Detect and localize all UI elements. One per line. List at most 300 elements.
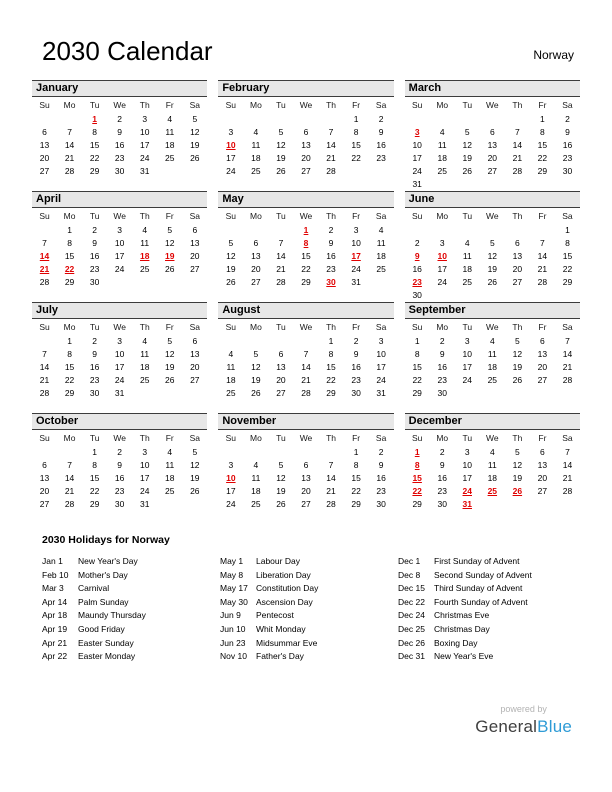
day-cell: 17	[412, 152, 422, 163]
day-cell: 24	[114, 374, 125, 385]
holiday-name: Maundy Thursday	[78, 610, 146, 621]
holidays-section	[0, 524, 612, 664]
day-cell: 6	[303, 126, 309, 137]
day-cell: 5	[489, 237, 495, 248]
day-cell: 5	[253, 348, 259, 359]
month-june	[405, 191, 580, 302]
day-cell: 27	[487, 165, 498, 176]
day-cell: 2	[353, 335, 359, 346]
empty-day-cell	[32, 334, 57, 347]
day-cell: 7	[515, 126, 520, 137]
week-row	[218, 275, 393, 288]
month-title: May	[218, 191, 393, 208]
day-cell: 30	[412, 289, 422, 300]
day-cell: 26	[226, 276, 236, 287]
day-cell: 8	[67, 348, 72, 359]
day-cell: 14	[326, 472, 336, 483]
day-cell: 30	[376, 498, 386, 509]
day-cell: 1	[67, 335, 72, 346]
day-cell: 30	[89, 387, 100, 398]
month-title: June	[405, 191, 580, 208]
week-row	[32, 386, 207, 399]
day-cell: 22	[89, 152, 100, 163]
month-january	[32, 80, 207, 191]
empty-day-cell	[157, 497, 182, 510]
day-cell: 2	[439, 446, 445, 457]
holiday-entry	[398, 582, 576, 596]
day-cell: 26	[165, 263, 175, 274]
empty-day-cell	[268, 334, 293, 347]
day-cell: 13	[301, 139, 311, 150]
day-cell: 17	[114, 250, 125, 261]
day-cell: 9	[117, 126, 123, 137]
empty-day-cell	[218, 112, 243, 125]
holiday-entry	[42, 609, 220, 623]
day-cell: 20	[39, 152, 50, 163]
empty-day-cell	[530, 497, 555, 510]
day-cell: 11	[251, 472, 261, 483]
weekday-header: Tu	[276, 100, 286, 110]
empty-day-cell	[505, 223, 530, 236]
empty-day-cell	[157, 386, 182, 399]
month-title: March	[405, 80, 580, 97]
weekday-header-row	[405, 430, 580, 445]
day-cell: 16	[562, 139, 573, 150]
day-cell: 4	[489, 335, 495, 346]
week-row	[405, 275, 580, 288]
month-title: November	[218, 413, 393, 430]
day-cell: 23	[437, 374, 447, 385]
holiday-name: Constitution Day	[256, 583, 319, 594]
day-cell: 2	[378, 446, 384, 457]
day-cell: 18	[139, 250, 150, 261]
day-cell: 13	[190, 348, 200, 359]
day-cell: 12	[251, 361, 261, 372]
day-cell: 22	[412, 485, 422, 496]
generalblue-logo	[475, 717, 572, 737]
empty-day-cell	[243, 223, 268, 236]
week-row	[32, 138, 207, 151]
empty-day-cell	[455, 288, 480, 301]
day-cell: 6	[540, 446, 545, 457]
day-cell: 21	[64, 152, 75, 163]
day-cell: 11	[226, 361, 236, 372]
day-cell: 12	[512, 348, 523, 359]
week-row	[405, 497, 580, 510]
day-cell: 9	[439, 459, 445, 470]
week-row	[405, 151, 580, 164]
weekday-header: We	[113, 322, 126, 332]
day-cell: 5	[228, 237, 234, 248]
holiday-name: Christmas Day	[434, 623, 490, 634]
week-row	[218, 236, 393, 249]
day-cell: 17	[376, 361, 386, 372]
empty-day-cell	[555, 288, 580, 301]
holiday-entry	[220, 623, 398, 637]
weekday-header: We	[299, 433, 313, 443]
day-cell: 1	[92, 113, 97, 124]
day-cell: 4	[253, 459, 259, 470]
weekday-header: Sa	[375, 433, 387, 443]
day-cell: 26	[512, 485, 523, 496]
day-cell: 16	[351, 361, 361, 372]
holiday-name: Palm Sunday	[78, 596, 129, 607]
day-cell: 14	[39, 361, 50, 372]
week-row	[32, 125, 207, 138]
weekday-header-row	[32, 97, 207, 112]
weekday-header: Su	[39, 322, 50, 332]
holiday-date: Dec 22	[398, 596, 425, 607]
day-cell: 27	[251, 276, 261, 287]
empty-day-cell	[57, 112, 82, 125]
holiday-entry	[220, 650, 398, 664]
day-cell: 2	[378, 113, 384, 124]
day-cell: 28	[562, 485, 573, 496]
day-cell: 14	[64, 472, 75, 483]
day-cell: 12	[190, 459, 200, 470]
empty-day-cell	[319, 445, 344, 458]
weekday-header: We	[486, 100, 499, 110]
day-cell: 18	[165, 139, 175, 150]
day-cell: 6	[515, 237, 520, 248]
empty-day-cell	[157, 275, 182, 288]
day-cell: 17	[351, 250, 361, 261]
day-cell: 28	[562, 374, 573, 385]
day-cell: 26	[276, 165, 286, 176]
day-cell: 28	[512, 165, 523, 176]
day-cell: 19	[165, 250, 175, 261]
day-cell: 26	[251, 387, 261, 398]
empty-day-cell	[218, 445, 243, 458]
week-row	[405, 347, 580, 360]
weekday-header: Tu	[89, 100, 100, 110]
week-row	[405, 125, 580, 138]
day-cell: 3	[353, 224, 359, 235]
day-cell: 12	[165, 237, 175, 248]
powered-by-label: powered by	[500, 704, 547, 714]
day-cell: 22	[326, 374, 336, 385]
day-cell: 14	[326, 139, 336, 150]
day-cell: 1	[303, 224, 309, 235]
day-cell: 22	[64, 263, 75, 274]
day-cell: 29	[64, 276, 75, 287]
month-title: December	[405, 413, 580, 430]
day-cell: 18	[487, 472, 498, 483]
day-cell: 19	[512, 472, 523, 483]
holiday-date: Apr 19	[42, 623, 68, 634]
week-row	[218, 360, 393, 373]
holiday-name: Father's Day	[256, 651, 304, 662]
empty-day-cell	[182, 164, 207, 177]
weekday-header: Fr	[538, 433, 547, 443]
day-cell: 6	[540, 335, 545, 346]
holiday-name: Christmas Eve	[434, 610, 490, 621]
day-cell: 13	[190, 237, 200, 248]
day-cell: 27	[512, 276, 523, 287]
day-cell: 19	[462, 152, 472, 163]
empty-day-cell	[430, 223, 455, 236]
empty-day-cell	[182, 497, 207, 510]
day-cell: 18	[226, 374, 236, 385]
empty-day-cell	[505, 288, 530, 301]
week-row	[405, 262, 580, 275]
holiday-entry	[42, 650, 220, 664]
day-cell: 29	[301, 276, 311, 287]
week-row	[32, 112, 207, 125]
weekday-header: We	[299, 211, 313, 221]
day-cell: 25	[165, 485, 175, 496]
day-cell: 10	[139, 459, 150, 470]
day-cell: 4	[142, 224, 148, 235]
day-cell: 8	[353, 126, 359, 137]
week-row	[32, 249, 207, 262]
day-cell: 16	[89, 250, 100, 261]
week-row	[218, 223, 393, 236]
empty-day-cell	[405, 223, 430, 236]
weekday-header: Th	[139, 433, 150, 443]
day-cell: 13	[251, 250, 261, 261]
empty-day-cell	[32, 223, 57, 236]
weekday-header: Tu	[89, 322, 100, 332]
holiday-date: May 17	[220, 583, 248, 594]
day-cell: 18	[487, 361, 498, 372]
day-cell: 12	[512, 459, 523, 470]
day-cell: 16	[114, 472, 125, 483]
day-cell: 28	[326, 498, 336, 509]
day-cell: 8	[414, 348, 420, 359]
weekday-header: Fr	[165, 322, 174, 332]
holiday-entry	[42, 637, 220, 651]
day-cell: 26	[512, 374, 523, 385]
day-cell: 25	[251, 498, 261, 509]
day-cell: 15	[351, 139, 361, 150]
weekday-header: Tu	[276, 433, 286, 443]
empty-day-cell	[480, 112, 505, 125]
day-cell: 29	[562, 276, 573, 287]
day-cell: 13	[39, 139, 50, 150]
empty-day-cell	[57, 445, 82, 458]
day-cell: 10	[226, 472, 236, 483]
day-cell: 9	[439, 348, 445, 359]
empty-day-cell	[293, 112, 318, 125]
week-row	[218, 151, 393, 164]
weekday-header: We	[299, 322, 313, 332]
day-cell: 3	[117, 224, 123, 235]
weekday-header: We	[299, 100, 313, 110]
day-cell: 31	[412, 178, 422, 189]
calendar-grid	[0, 67, 612, 524]
day-cell: 1	[353, 446, 359, 457]
holiday-date: Apr 22	[42, 651, 68, 662]
holiday-entry	[220, 569, 398, 583]
day-cell: 29	[412, 498, 422, 509]
week-row	[32, 458, 207, 471]
day-cell: 9	[414, 250, 420, 261]
month-august	[218, 302, 393, 413]
weekday-header: Th	[512, 322, 523, 332]
day-cell: 22	[537, 152, 548, 163]
day-cell: 13	[537, 348, 548, 359]
empty-day-cell	[455, 386, 480, 399]
day-cell: 13	[537, 459, 548, 470]
empty-day-cell	[319, 112, 344, 125]
weekday-header: Sa	[562, 433, 573, 443]
holiday-date: Dec 25	[398, 623, 425, 634]
weekday-header: Tu	[89, 433, 100, 443]
holiday-name: Liberation Day	[256, 569, 311, 580]
week-row	[405, 386, 580, 399]
weekday-header: We	[113, 433, 126, 443]
day-cell: 3	[142, 113, 148, 124]
empty-day-cell	[132, 386, 157, 399]
day-cell: 22	[351, 485, 361, 496]
day-cell: 15	[351, 472, 361, 483]
holiday-entry	[398, 609, 576, 623]
day-cell: 25	[487, 374, 498, 385]
week-row	[218, 138, 393, 151]
month-title: July	[32, 302, 207, 319]
day-cell: 17	[226, 485, 236, 496]
day-cell: 10	[437, 250, 447, 261]
day-cell: 25	[376, 263, 386, 274]
holiday-entry	[220, 555, 398, 569]
weekday-header: Mo	[249, 100, 262, 110]
empty-day-cell	[268, 223, 293, 236]
day-cell: 21	[64, 485, 75, 496]
weekday-header: Mo	[249, 211, 262, 221]
day-cell: 25	[139, 374, 150, 385]
week-row	[32, 445, 207, 458]
day-cell: 18	[165, 472, 175, 483]
weekday-header-row	[218, 208, 393, 223]
weekday-header: Mo	[63, 433, 76, 443]
page-header	[0, 0, 612, 67]
day-cell: 6	[278, 348, 284, 359]
day-cell: 26	[190, 152, 200, 163]
day-cell: 27	[39, 498, 50, 509]
week-row	[218, 249, 393, 262]
weekday-header: Fr	[165, 433, 174, 443]
day-cell: 12	[165, 348, 175, 359]
week-row	[405, 164, 580, 177]
empty-day-cell	[430, 288, 455, 301]
day-cell: 21	[326, 485, 336, 496]
brand-general-text: General	[475, 717, 538, 736]
day-cell: 29	[89, 165, 100, 176]
empty-day-cell	[369, 164, 394, 177]
day-cell: 22	[89, 485, 100, 496]
day-cell: 3	[228, 126, 234, 137]
day-cell: 6	[253, 237, 259, 248]
month-july	[32, 302, 207, 413]
day-cell: 5	[515, 446, 520, 457]
weekday-header: Th	[512, 433, 523, 443]
holiday-date: Dec 26	[398, 637, 425, 648]
day-cell: 4	[167, 113, 173, 124]
day-cell: 11	[165, 126, 175, 137]
day-cell: 13	[39, 472, 50, 483]
empty-day-cell	[344, 164, 369, 177]
holiday-entry	[42, 623, 220, 637]
weekday-header: Th	[512, 100, 523, 110]
day-cell: 30	[437, 498, 447, 509]
holiday-entry	[42, 582, 220, 596]
day-cell: 25	[462, 276, 472, 287]
weekday-header: Sa	[562, 211, 573, 221]
day-cell: 11	[487, 459, 497, 470]
week-row	[218, 347, 393, 360]
holiday-entry	[398, 623, 576, 637]
day-cell: 12	[190, 126, 200, 137]
day-cell: 28	[537, 276, 548, 287]
week-row	[32, 347, 207, 360]
weekday-header: Th	[139, 322, 150, 332]
day-cell: 28	[301, 387, 311, 398]
day-cell: 25	[165, 152, 175, 163]
week-row	[32, 360, 207, 373]
day-cell: 4	[228, 348, 234, 359]
weekday-header: Su	[225, 100, 237, 110]
holiday-name: New Year's Day	[78, 556, 138, 566]
day-cell: 24	[226, 498, 236, 509]
day-cell: 7	[42, 237, 47, 248]
week-row	[32, 471, 207, 484]
day-cell: 14	[537, 250, 548, 261]
day-cell: 31	[351, 276, 361, 287]
day-cell: 23	[89, 263, 100, 274]
week-row	[218, 262, 393, 275]
holiday-name: Whit Monday	[256, 623, 306, 634]
day-cell: 7	[42, 348, 47, 359]
empty-day-cell	[430, 177, 455, 190]
week-row	[32, 223, 207, 236]
day-cell: 8	[67, 237, 72, 248]
day-cell: 29	[326, 387, 336, 398]
day-cell: 24	[462, 485, 472, 496]
day-cell: 30	[114, 498, 125, 509]
day-cell: 6	[192, 335, 198, 346]
holiday-name: Boxing Day	[434, 637, 478, 648]
empty-day-cell	[480, 386, 505, 399]
day-cell: 15	[326, 361, 336, 372]
holiday-date: Dec 24	[398, 610, 425, 621]
day-cell: 1	[540, 113, 545, 124]
day-cell: 19	[190, 139, 200, 150]
empty-day-cell	[530, 223, 555, 236]
weekday-header: Mo	[249, 433, 262, 443]
day-cell: 30	[351, 387, 361, 398]
day-cell: 24	[139, 152, 150, 163]
empty-day-cell	[480, 223, 505, 236]
month-december	[405, 413, 580, 524]
empty-day-cell	[243, 445, 268, 458]
day-cell: 2	[117, 113, 123, 124]
weekday-header: Mo	[63, 100, 76, 110]
day-cell: 11	[462, 250, 472, 261]
day-cell: 19	[165, 361, 175, 372]
holiday-date: Dec 8	[398, 569, 421, 580]
holiday-entry	[220, 582, 398, 596]
day-cell: 23	[89, 374, 100, 385]
day-cell: 19	[251, 374, 261, 385]
day-cell: 29	[537, 165, 548, 176]
empty-day-cell	[555, 497, 580, 510]
day-cell: 20	[276, 374, 286, 385]
empty-day-cell	[430, 112, 455, 125]
day-cell: 8	[92, 459, 97, 470]
weekday-header-row	[32, 208, 207, 223]
day-cell: 24	[462, 374, 472, 385]
